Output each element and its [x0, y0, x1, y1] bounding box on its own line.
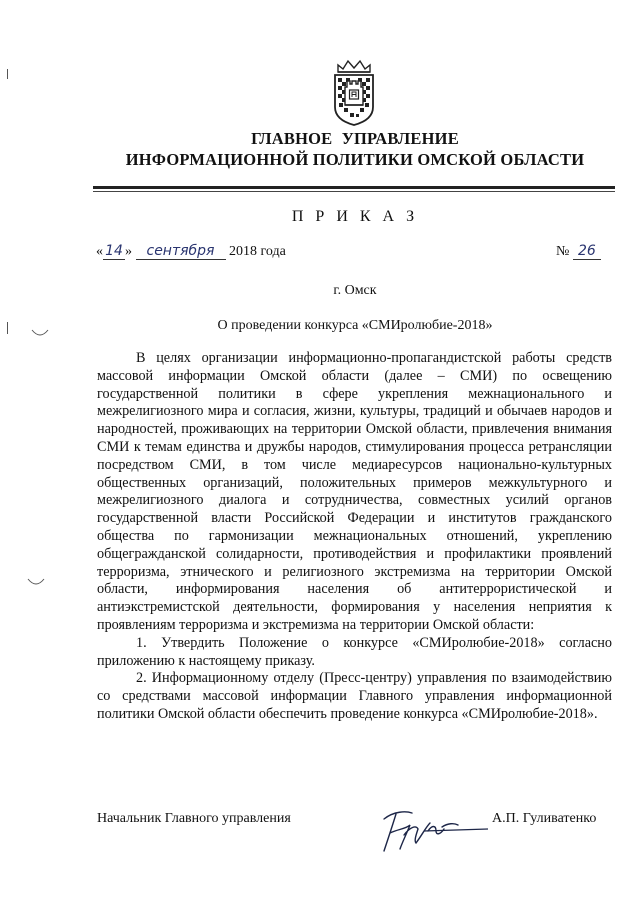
signatory-position: Начальник Главного управления [97, 811, 291, 826]
signatory-name: А.П. Гуливатенко [492, 811, 597, 826]
date-month: сентября [136, 244, 226, 260]
header-divider-thin [93, 191, 615, 192]
agency-name-line2: ИНФОРМАЦИОННОЙ ПОЛИТИКИ ОМСКОЙ ОБЛАСТИ [125, 150, 585, 169]
document-number [556, 244, 601, 260]
date-day: 14 [103, 244, 125, 260]
date-close-quote: » [125, 244, 132, 259]
scan-artifact [7, 69, 8, 79]
document-city: г. Омск [333, 283, 377, 298]
scan-artifact [27, 577, 45, 587]
body-paragraph-item2: 2. Информационному отделу (Пресс-центру) управления по взаимодействию со средствами массовой информации Главного управления информационной политики Омской области обеспечить проведение конкурса «СМИролюбие-2018». [97, 670, 612, 722]
document-body [97, 350, 612, 724]
header-divider-thick [93, 186, 615, 189]
document-subject: О проведении конкурса «СМИролюбие-2018» [217, 318, 493, 333]
scan-artifact [31, 328, 49, 338]
document-date [96, 244, 286, 260]
agency-name-line1: ГЛАВНОЕ УПРАВЛЕНИЕ [251, 129, 459, 148]
scan-artifact [7, 322, 8, 334]
number-value: 26 [573, 244, 601, 260]
date-open-quote: « [96, 244, 103, 259]
document-title: П Р И К А З [291, 208, 419, 225]
coat-of-arms-icon [330, 57, 378, 127]
number-sign: № [556, 244, 570, 259]
body-paragraph-preamble: В целях организации информационно-пропагандистской работы средств массовой информации Омской области (далее – СМИ) по освещению государственной политики в сфере укрепления межнационального и межрелигиозного мира и согласия, жизни, культуры, традиций и обычаев народов и народностей, проживающих на территории Омской области, привлечения внимания СМИ к темам единства и дружбы народов, стимулирования процесса ретрансляции посредством СМИ, в том числе медиаресурсов национально-культурных общественных организаций, положительных примеров межкультурного и межрелигиозного диалога и сотрудничества, совместных усилий органов государственной власти Российской Федерации и институтов гражданского общества по гармонизации межнациональных отношений, укреплению общегражданской солидарности, противодействия и профилактики проявлений терроризма, этнического и религиозного экстремизма на территории Омской области, информирования населения об антитеррористической и антиэкстремистской деятельности, формирования у населения неприятия к проявлениям терроризма и экстремизма на территории Омской области: [97, 350, 612, 633]
handwritten-signature-icon [376, 805, 491, 857]
date-year: 2018 года [229, 244, 286, 259]
body-paragraph-item1: 1. Утвердить Положение о конкурсе «СМИролюбие-2018» согласно приложению к настоящему приказу. [97, 634, 612, 669]
